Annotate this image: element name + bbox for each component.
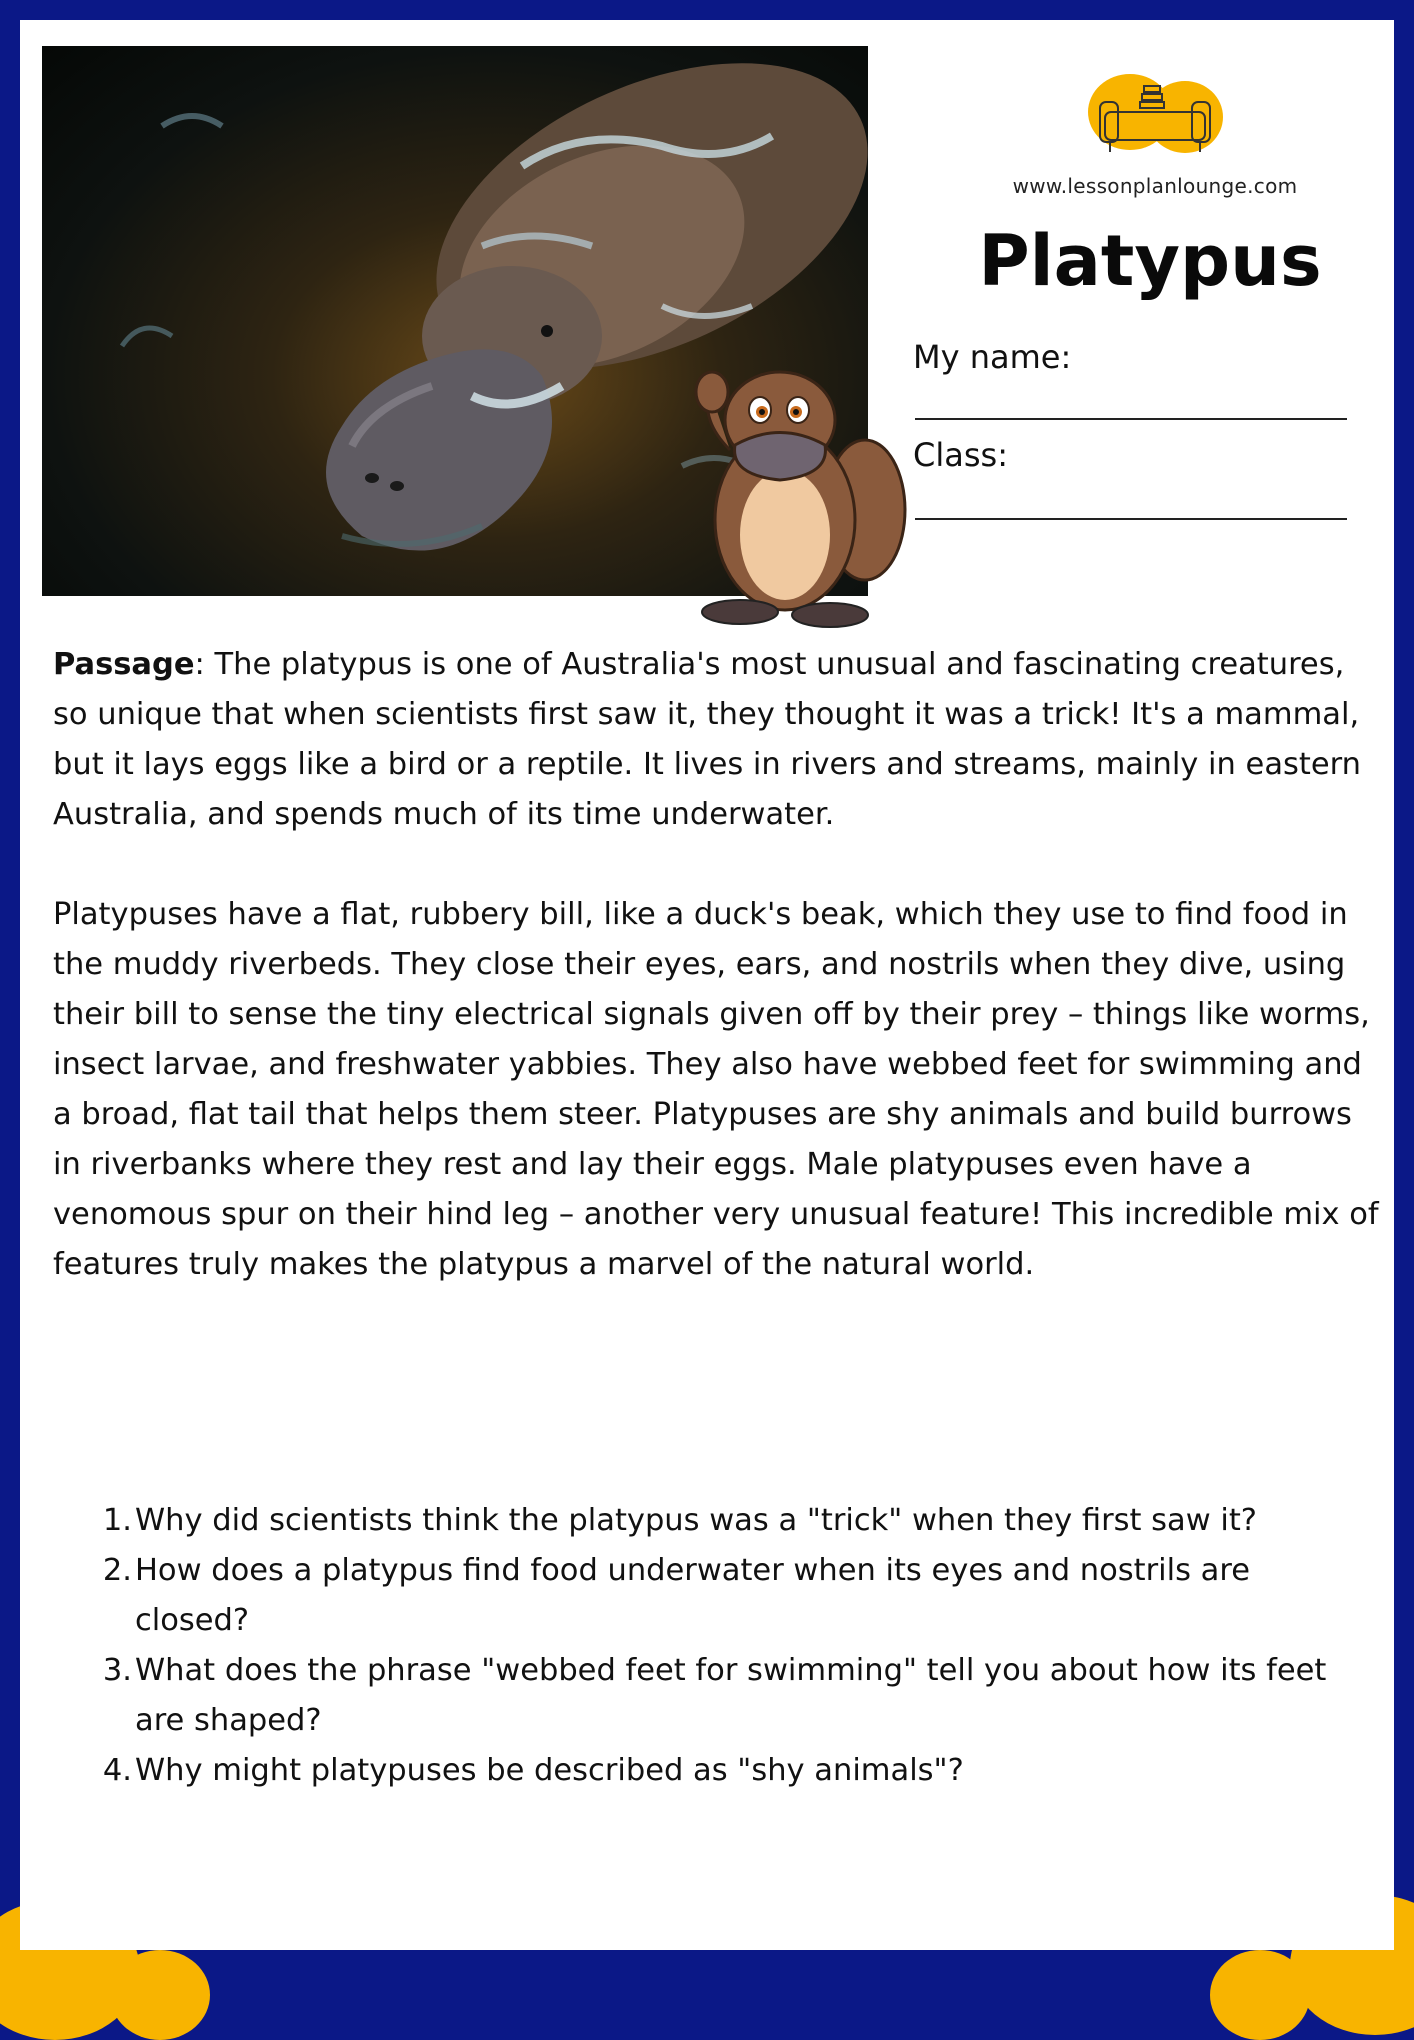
reading-passage — [53, 640, 1383, 1340]
page-title: Platypus — [978, 220, 1322, 302]
corner-blob-bottom-right-small — [1210, 1950, 1310, 2040]
question-number: 3. — [102, 1653, 132, 1688]
question-number: 4. — [102, 1753, 132, 1788]
question-item — [80, 1546, 1340, 1646]
question-text: What does the phrase "webbed feet for swimming" tell you about how its feet are shaped? — [135, 1653, 1327, 1738]
brand-block — [920, 72, 1390, 198]
question-text: How does a platypus find food underwater when its eyes and nostrils are closed? — [135, 1553, 1250, 1638]
corner-blob-bottom-left-small — [110, 1950, 210, 2040]
question-number: 1. — [102, 1503, 132, 1538]
cartoon-platypus-waving — [680, 350, 910, 650]
passage-label: Passage — [53, 647, 195, 682]
question-item — [80, 1496, 1340, 1546]
passage-paragraph-1-text: : The platypus is one of Australia's most unusual and fascinating creatures, so unique that when scientists first saw it, they thought it was a trick! It's a mammal, but it lays eggs like a bird or a reptile. It lives in rivers and streams, mainly in eastern Australia, and spends much of its time underwater. — [53, 647, 1361, 832]
question-text: Why did scientists think the platypus was a "trick" when they first saw it? — [135, 1503, 1257, 1538]
worksheet-page — [20, 20, 1394, 1950]
question-text: Why might platypuses be described as "shy animals"? — [135, 1753, 964, 1788]
passage-paragraph-2: Platypuses have a flat, rubbery bill, like a duck's beak, which they use to find food in the muddy riverbeds. They close their eyes, ears, and nostrils when they dive, using their bill to sense the tiny electrical signals given off by their prey – things like worms, insect larvae, and freshwater yabbies. They also have webbed feet for swimming and a broad, flat tail that helps them steer. Platypuses are shy animals and build burrows in riverbanks where they rest and lay their eggs. Male platypuses even have a venomous spur on their hind leg – another very unusual feature! This incredible mix of features truly makes the platypus a marvel of the natural world. — [53, 897, 1379, 1282]
question-item — [80, 1646, 1340, 1746]
question-number: 2. — [102, 1553, 132, 1588]
website-url[interactable]: www.lessonplanlounge.com — [1012, 174, 1298, 198]
name-blank-line[interactable] — [915, 418, 1347, 420]
question-list — [80, 1496, 1340, 1796]
class-blank-line[interactable] — [915, 518, 1347, 520]
sofa-with-books-icon — [1080, 72, 1230, 162]
name-label: My name: — [913, 338, 1072, 376]
passage-paragraph-1 — [53, 640, 1383, 840]
question-item — [80, 1746, 1340, 1796]
class-label: Class: — [913, 436, 1008, 474]
